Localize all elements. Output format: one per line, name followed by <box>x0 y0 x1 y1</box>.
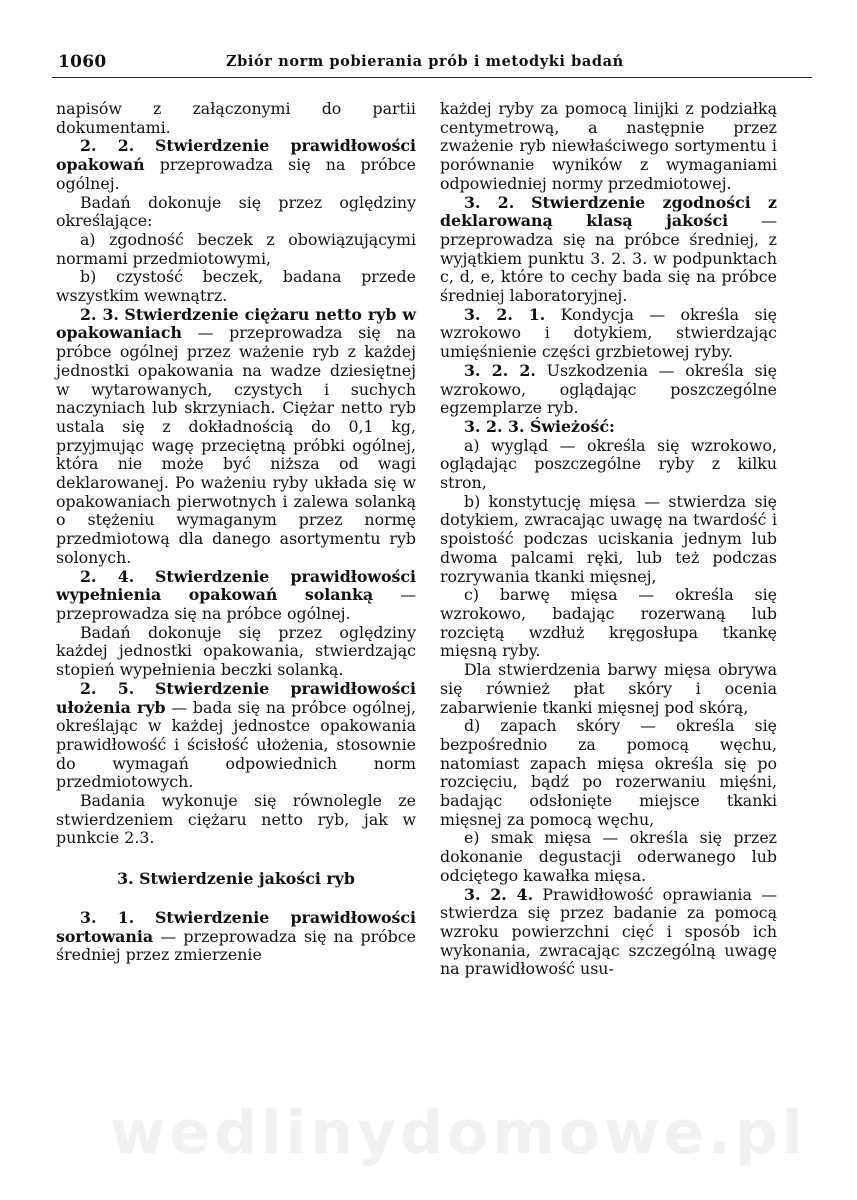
section-3-2-4 <box>440 886 777 980</box>
section-number: 3. 2. 2. <box>464 360 536 380</box>
list-item: a) zgodność beczek z obowiązującymi normami przedmiotowymi, <box>56 229 416 268</box>
section-text: — bada się na próbce ogólnej, określając w każdej jednostce opakowania prawidłowość i ścisłość ułożenia, stosownie do wymagań odpowiednich norm przedmiotowych. <box>56 697 416 792</box>
section-3-2 <box>440 194 777 306</box>
watermark: wedlinydomowe.pl <box>110 1098 807 1168</box>
section-text: — przeprowadza się na próbce ogólnej. <box>56 585 416 623</box>
section-text: Kondycja — określa się wzrokowo i dotykiem, stwierdzając umięśnienie części grzbietowej ryby. <box>440 304 777 362</box>
section-2-2 <box>56 137 416 193</box>
list-item: d) zapach skóry — określa się bezpośrednio za pomocą węchu, natomiast zapach mięsa określa się po rozcięciu, bądź po rozerwaniu mięśni, badając odsłonięte miejsce tkanki mięsnej za pomocą węchu, <box>440 716 777 829</box>
section-3-2-1 <box>440 306 777 362</box>
paragraph: Badań dokonuje się przez oględziny każdej jednostki opakowania, stwierdzając stopień wypełnienia beczki solanką. <box>56 622 416 680</box>
section-number: 2. 3. <box>80 304 119 324</box>
section-number: 3. 2. <box>464 192 515 212</box>
running-title: Zbiór norm pobierania prób i metodyki badań <box>226 53 624 70</box>
list-item: a) wygląd — określa się wzrokowo, oglądając poszczególne ryby z kilku stron, <box>440 435 777 493</box>
list-item: e) smak mięsa — określa się przez dokonanie degustacji oderwanego lub odciętego kawałka mięsa. <box>440 828 777 885</box>
paragraph: Badania wykonuje się równolegle ze stwierdzeniem ciężaru netto ryb, jak w punkcie 2.3. <box>56 791 416 848</box>
paragraph: każdej ryby za pomocą linijki z podziałką centymetrową, a następnie przez zważenie ryb niewłaściwego sortymentu i porównanie wyników z wymaganiami odpowiedniej normy przedmiotowej. <box>440 99 777 193</box>
section-text: — przeprowadza się na próbce ogólnej przez ważenie ryb z każdej jednostki opakowania na wadze dziesiętnej w wytarowanych, czystych i suchych naczyniach lub skrzyniach. Ciężar netto ryb ustala się z dokładnością do 0,1 kg, przyjmując wagę przeciętną próbki ogólnej, która nie może być niższa od wagi deklarowanej. Po ważeniu ryby układa się w opakowaniach pierwotnych i zalewa solanką o stężeniu wymaganym przez normę przedmiotową dla danego asortymentu ryb solonych. <box>56 323 416 567</box>
section-text: Prawidłowość oprawiania — stwierdza się przez badanie za pomocą wzroku powierzchni cięć i sposób ich wykonania, zwracając szczególną uwagę na prawidłowość usu- <box>440 884 777 979</box>
section-2-4 <box>56 568 416 624</box>
section-number: 3. 2. 1. <box>464 304 546 324</box>
paragraph: Badań dokonuje się przez oględziny określające: <box>56 192 416 231</box>
list-item: c) barwę mięsa — określa się wzrokowo, badając rozerwaną lub rozciętą wzdłuż kręgosłupa tkankę mięsną ryby. <box>440 585 777 661</box>
list-item: b) czystość beczek, badana przede wszystkim wewnątrz. <box>56 267 416 306</box>
section-heading: Stwierdzenie zgodności z deklarowaną klasą jakości <box>440 192 777 231</box>
section-text: przeprowadza się na próbce ogólnej. <box>56 155 416 193</box>
section-number: 3. 2. 4. <box>464 884 534 904</box>
left-column <box>56 100 416 965</box>
section-2-3 <box>56 306 416 568</box>
section-2-5 <box>56 680 416 792</box>
section-heading: Świeżość: <box>524 416 615 436</box>
section-3-1 <box>56 909 416 965</box>
section-3-2-2 <box>440 362 777 418</box>
section-text: — przeprowadza się na próbce średniej, z wyjątkiem punktu 3. 2. 3. w podpunktach c, d, e, które to cechy bada się na próbce średniej laboratoryjnej. <box>440 211 777 306</box>
section-heading: Stwierdzenie ciężaru netto ryb w opakowaniach <box>56 304 416 343</box>
section-3-2-3 <box>440 418 777 437</box>
section-text: — przeprowadza się na próbce średniej przez zmierzenie <box>56 926 416 965</box>
section-3-heading: 3. Stwierdzenie jakości ryb <box>117 869 355 889</box>
section-number: 2. 5. <box>80 678 135 698</box>
right-column <box>440 100 777 979</box>
section-heading: Stwierdzenie prawidłowości wypełnienia opakowań solanką <box>56 566 417 605</box>
list-item: b) konstytucję mięsa — stwierdza się dotykiem, zwracając uwagę na twardość i spoistość podczas uciskania jednym lub dwoma palcami ręki, lub też podczas rozrywania tkanki mięsnej, <box>440 491 777 586</box>
section-heading: Stwierdzenie prawidłowości ułożenia ryb <box>56 678 417 717</box>
paragraph: Dla stwierdzenia barwy mięsa obrywa się również płat skóry i ocenia zabarwienie tkanki mięsnej pod skórą, <box>440 660 777 717</box>
page-number: 1060 <box>58 52 107 72</box>
section-heading: Stwierdzenie prawidłowości opakowań <box>56 136 417 175</box>
section-text: Uszkodzenia — określa się wzrokowo, oglądając poszczególne egzemplarze ryb. <box>440 360 777 418</box>
page-header <box>58 52 808 76</box>
section-number: 2. 2. <box>80 136 135 156</box>
section-number: 3. 1. <box>80 907 135 927</box>
paragraph: napisów z załączonymi do partii dokumentami. <box>56 99 416 137</box>
section-number: 3. 2. 3. <box>464 416 525 436</box>
section-number: 2. 4. <box>80 566 135 586</box>
header-rule <box>52 77 812 78</box>
section-heading: Stwierdzenie prawidłowości sortowania <box>56 907 417 946</box>
